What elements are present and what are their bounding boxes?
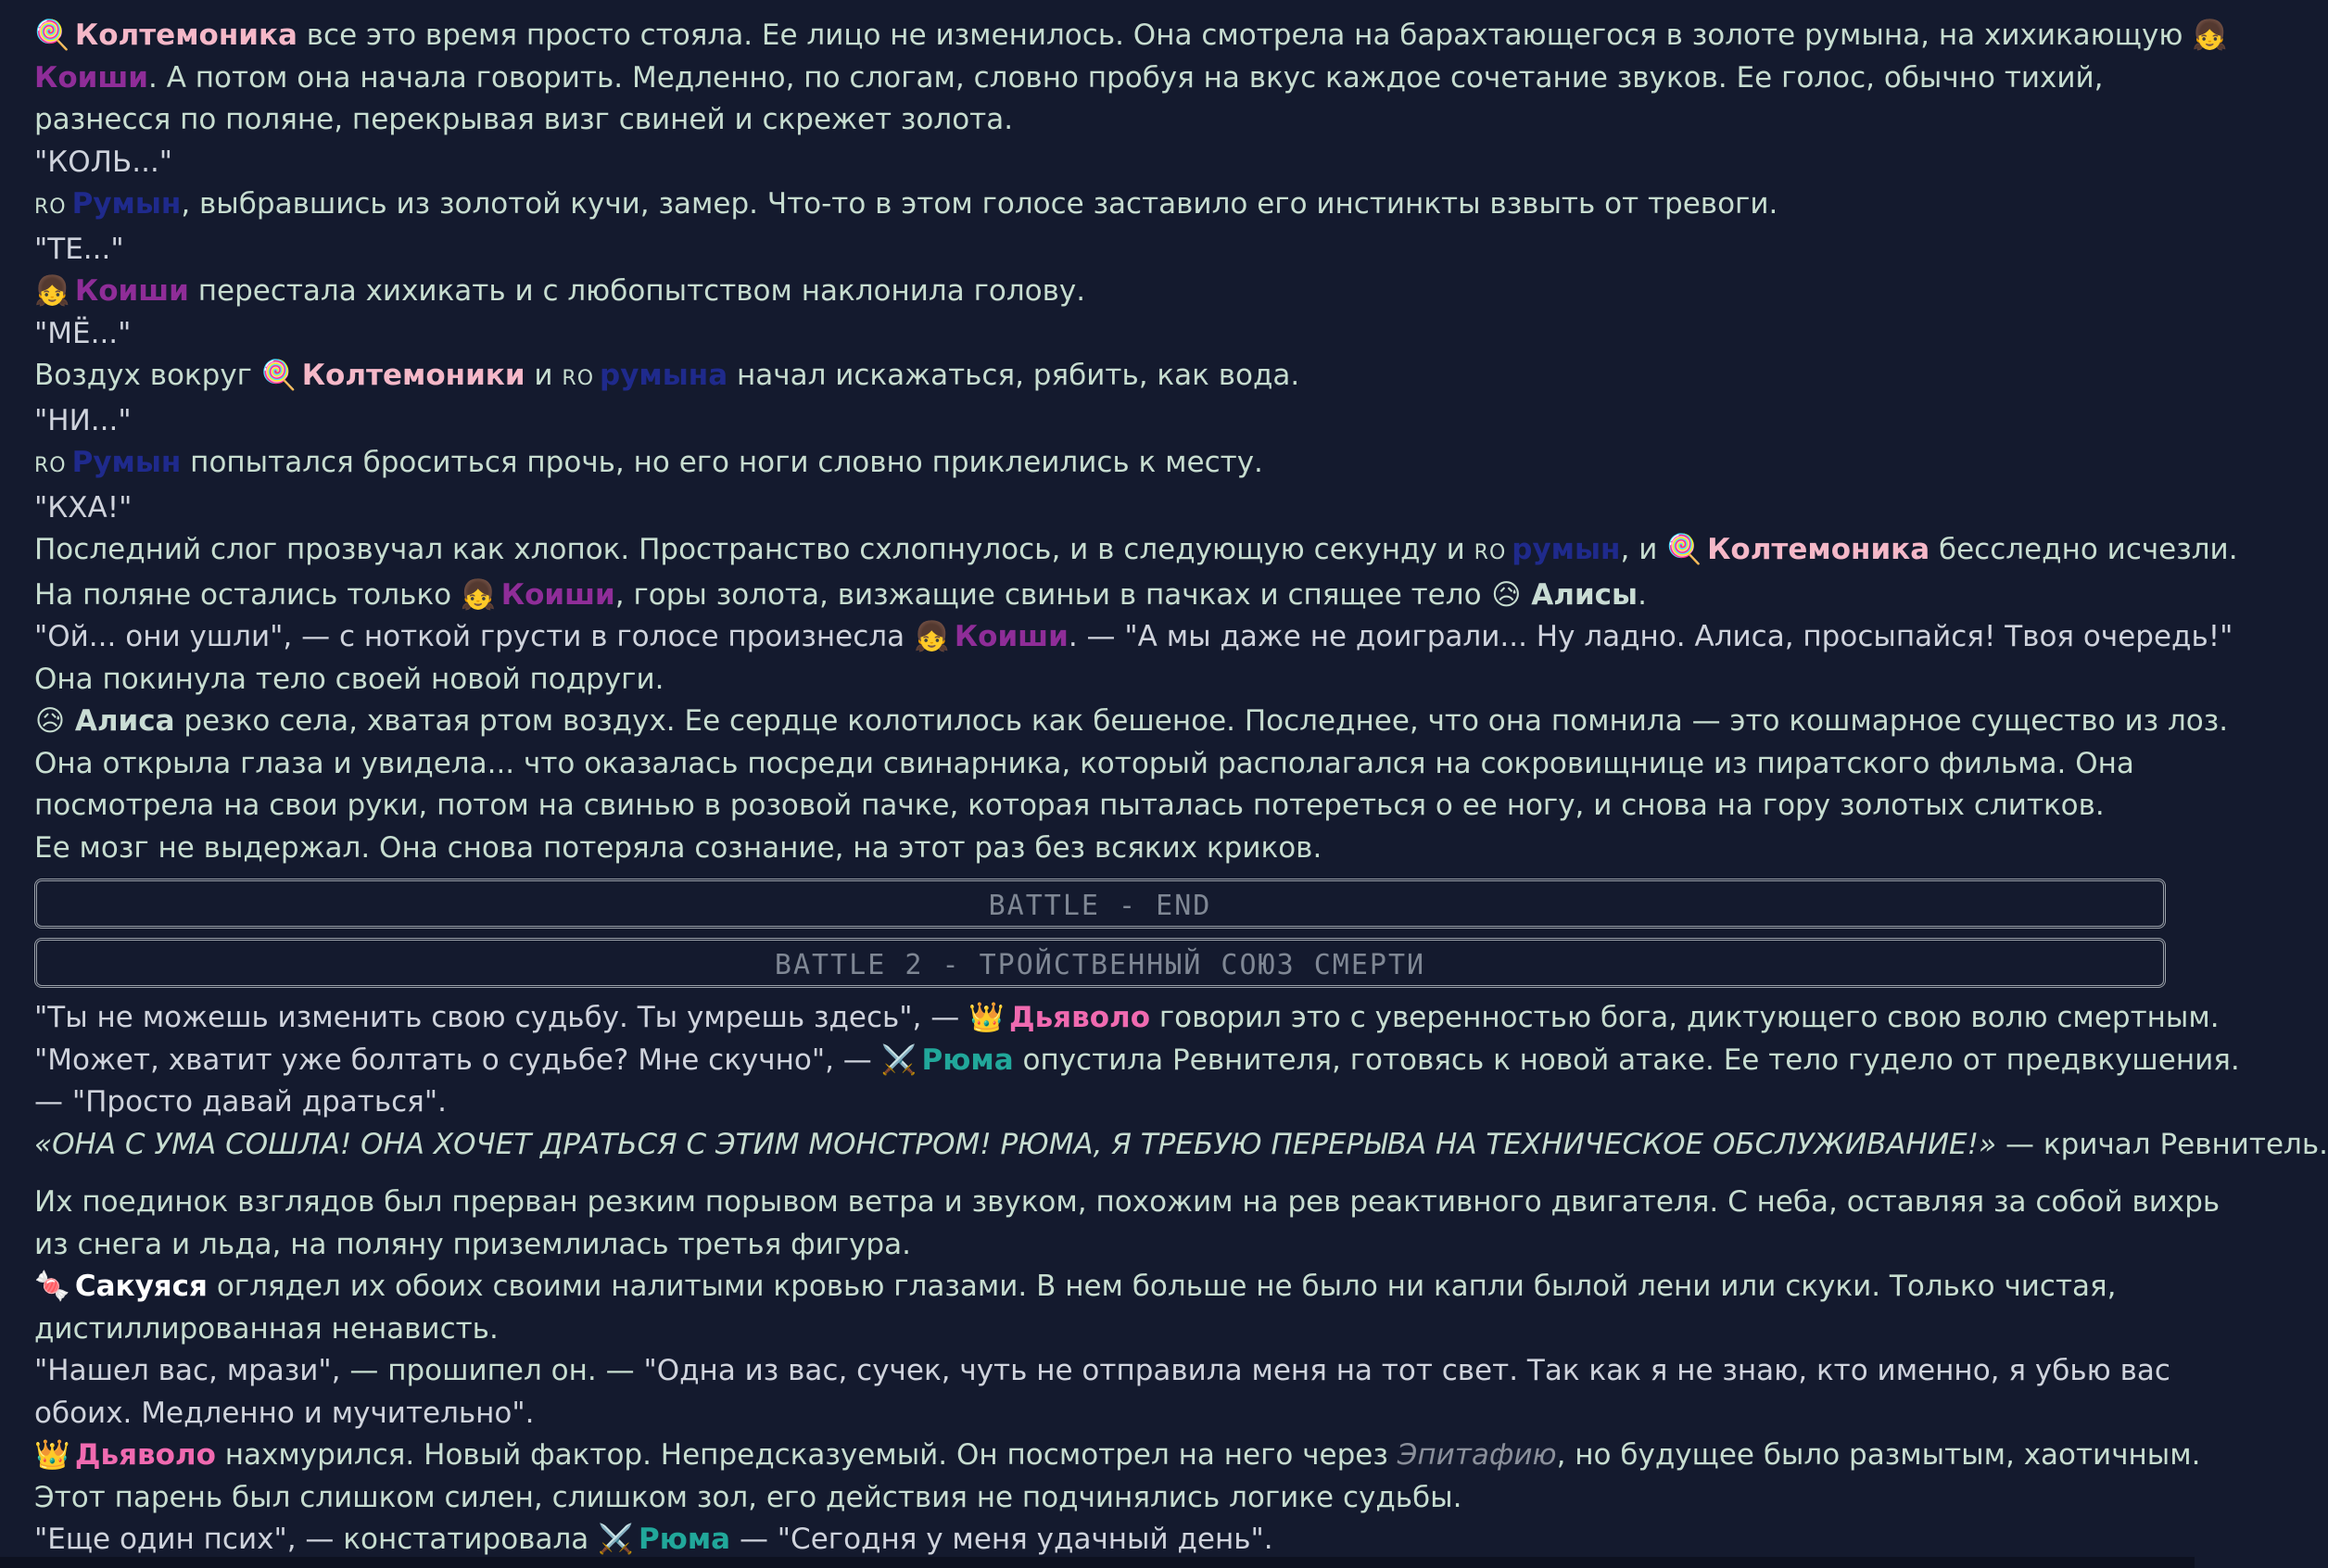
text: резко села, хватая ртом воздух. Ее сердце колотилось как бешеное. Последнее, что она помнила — это кошмарное существо из лоз. (174, 704, 2229, 738)
girl-icon: 👧 (913, 620, 950, 653)
ro-flag-icon: RO (1474, 541, 1507, 564)
text: , и (1620, 533, 1667, 566)
girl-icon: 👧 (34, 274, 70, 308)
candy-icon: 🍬 (34, 1270, 70, 1303)
quote-text: "Нашел вас, мрази", (34, 1354, 341, 1387)
quote-text: "Ты не можешь изменить свою судьбу. Ты умрешь здесь", — (34, 1001, 969, 1034)
lollipop-icon: 🍭 (260, 359, 297, 392)
text: , но будущее было размытым, хаотичным. (1556, 1438, 2201, 1472)
character-name-rumyn: румына (600, 359, 728, 392)
character-name-rumyn: Румын (71, 446, 182, 479)
crossed-swords-icon: ⚔️ (880, 1043, 917, 1077)
text: все это время просто стояла. Ее лицо не изменилось. Она смотрела на барахтающегося в золоте румына, на хихикающую (297, 19, 2193, 52)
crown-icon: 👑 (968, 1001, 1005, 1034)
character-name-dyavolo: Дьяволо (1008, 1001, 1151, 1034)
line: "КОЛЬ..." (34, 145, 173, 179)
line (34, 442, 2166, 487)
line: Ее мозг не выдержал. Она снова потеряла сознание, на этот раз без всяких криков. (34, 830, 1322, 865)
girl-icon: 👧 (460, 577, 497, 612)
text: говорил это с уверенностью бога, диктующего свою волю смертным. (1150, 1001, 2220, 1034)
line: "НИ..." (34, 403, 132, 437)
character-name-koishi: Коиши (954, 620, 1069, 653)
crown-icon: 👑 (34, 1438, 70, 1472)
battle-end-banner: BATTLE - END (34, 879, 2166, 929)
line (34, 1040, 2240, 1082)
text: опустила Ревнителя, готовясь к новой атаке. Ее тело гудело от предвкушения. (1013, 1043, 2240, 1077)
line: посмотрела на свои руки, потом на свинью в розовой пачке, которая пыталась потереться о ее ногу, и снова на гору золотых слитков. (34, 789, 2105, 822)
text: оглядел их обоих своими налитыми кровью глазами. В нем больше не было ни капли былой лени или скуки. Только чистая, (207, 1270, 2117, 1303)
line: "МЁ..." (34, 316, 132, 350)
ro-flag-icon: RO (34, 454, 67, 477)
battle-2-banner: BATTLE 2 - ТРОЙСТВЕННЫЙ СОЮЗ СМЕРТИ (34, 938, 2166, 988)
line (34, 355, 2166, 400)
text: "Ой... они ушли", — с ноткой грусти в голосе произнесла (34, 620, 914, 653)
line (34, 1350, 2170, 1393)
character-name-koishi: Коиши (34, 60, 149, 95)
character-name-koltemonika: Колтемоника (1707, 533, 1930, 566)
line: "КХА!" (34, 490, 133, 525)
line: Этот парень был слишком силен, слишком зол, его действия не подчинялись логике судьбы. (34, 1480, 1462, 1514)
line: Она покинула тело своей новой подруги. (34, 662, 664, 696)
quote-text: — "Сегодня у меня удачный день". (730, 1523, 1273, 1556)
line (34, 271, 2166, 313)
lollipop-icon: 🍭 (34, 19, 70, 52)
text: . — "А мы даже не доиграли... Ну ладно. Алиса, просыпайся! Твоя очередь!" (1068, 620, 2233, 653)
text: . (1638, 577, 1647, 612)
line (34, 1519, 2166, 1562)
line (34, 997, 2220, 1040)
character-name-dyavolo: Дьяволо (74, 1438, 216, 1472)
line (34, 529, 2238, 575)
paragraph-gap (34, 1166, 2166, 1182)
character-name-ryuma: Рюма (638, 1523, 731, 1556)
character-name-koltemonika: Колтемоника (74, 19, 297, 52)
ro-flag-icon: RO (562, 367, 595, 390)
line (34, 15, 2228, 57)
bottom-edge-bar (0, 1557, 2195, 1568)
character-name-alisa: Алиса (74, 704, 175, 738)
girl-icon: 👧 (2192, 19, 2228, 52)
ro-flag-icon: RO (34, 196, 67, 219)
text: . А потом она начала говорить. Медленно, по слогам, словно пробуя на вкус каждое сочетание звуков. Ее голос, обычно тихий, (148, 60, 2104, 95)
text: , выбравшись из золотой кучи, замер. Что-то в этом голосе заставило его инстинкты взвыть от тревоги. (181, 187, 1778, 221)
line (34, 1124, 2328, 1167)
line: обоих. Медленно и мучительно". (34, 1396, 535, 1430)
line (34, 1266, 2166, 1309)
text: бесследно исчезли. (1929, 533, 2238, 566)
text: перестала хихикать и с любопытством наклонила голову. (188, 274, 1086, 308)
text: — кричал Ревнитель. (1996, 1127, 2328, 1161)
quote-text: "Еще один псих", — (34, 1523, 344, 1556)
text: попытался броситься прочь, но его ноги словно приклеились к месту. (181, 446, 1263, 479)
lollipop-icon: 🍭 (1666, 533, 1702, 566)
line: Их поединок взглядов был прерван резким порывом ветра и звуком, похожим на рев реактивного двигателя. С неба, оставляя за собой вихрь (34, 1185, 2220, 1219)
line: Она открыла глаза и увидела... что оказалась посреди свинарника, который располагался на сокровищнице из пиратского фильма. Она (34, 746, 2134, 780)
line (34, 57, 2166, 100)
italic-shout-text: «ОНА С УМА СОШЛА! ОНА ХОЧЕТ ДРАТЬСЯ С ЭТИМ МОНСТРОМ! РЮМА, Я ТРЕБУЮ ПЕРЕРЫВА НА ТЕХНИЧЕСКОЕ ОБСЛУЖИВАНИЕ!» (34, 1127, 1997, 1161)
epitaph-term: Эпитафию (1397, 1438, 1557, 1472)
line (34, 575, 2166, 617)
text: , горы золота, визжащие свиньи в пачках и спящее тело (614, 577, 1491, 612)
character-name-alisa: Алисы (1531, 577, 1638, 612)
character-name-koltemonika: Колтемоники (301, 359, 525, 392)
line: — "Просто давай драться". (34, 1085, 447, 1119)
sad-face-icon: 😥 (1491, 577, 1522, 612)
line (34, 616, 2233, 659)
text: начал искажаться, рябить, как вода. (728, 359, 1300, 392)
character-name-koishi: Коиши (500, 577, 615, 612)
line: из снега и льда, на поляну приземлилась третья фигура. (34, 1227, 911, 1261)
character-name-rumyn: Румын (71, 187, 182, 221)
text: Последний слог прозвучал как хлопок. Пространство схлопнулось, и в следующую секунду и (34, 533, 1474, 566)
character-name-rumyn: румын (1512, 533, 1621, 566)
text: и (525, 359, 563, 392)
text: нахмурился. Новый фактор. Непредсказуемый. Он посмотрел на него через (215, 1438, 1398, 1472)
character-name-ryuma: Рюма (921, 1043, 1014, 1077)
line (34, 701, 2229, 743)
text: констатировала (343, 1523, 599, 1556)
quote-text: "Одна из вас, сучек, чуть не отправила меня на тот свет. Так как я не знаю, кто именно, я убью вас (643, 1354, 2170, 1387)
text: На поляне остались только (34, 577, 461, 612)
character-name-koishi: Коиши (74, 274, 189, 308)
story-text (34, 15, 2328, 1562)
line (34, 183, 2166, 229)
line: разнесся по поляне, перекрывая визг свиней и скрежет золота. (34, 103, 1014, 136)
text: Воздух вокруг (34, 359, 261, 392)
line: дистиллированная ненависть. (34, 1311, 499, 1346)
text: — прошипел он. — (340, 1354, 644, 1387)
character-name-sakuyasya: Сакуяся (74, 1270, 208, 1303)
sad-face-icon: 😥 (34, 704, 66, 738)
crossed-swords-icon: ⚔️ (598, 1523, 634, 1556)
line (34, 1435, 2201, 1477)
quote-text: "Может, хватит уже болтать о судьбе? Мне скучно", — (34, 1043, 881, 1077)
line: "ТЕ..." (34, 232, 124, 266)
